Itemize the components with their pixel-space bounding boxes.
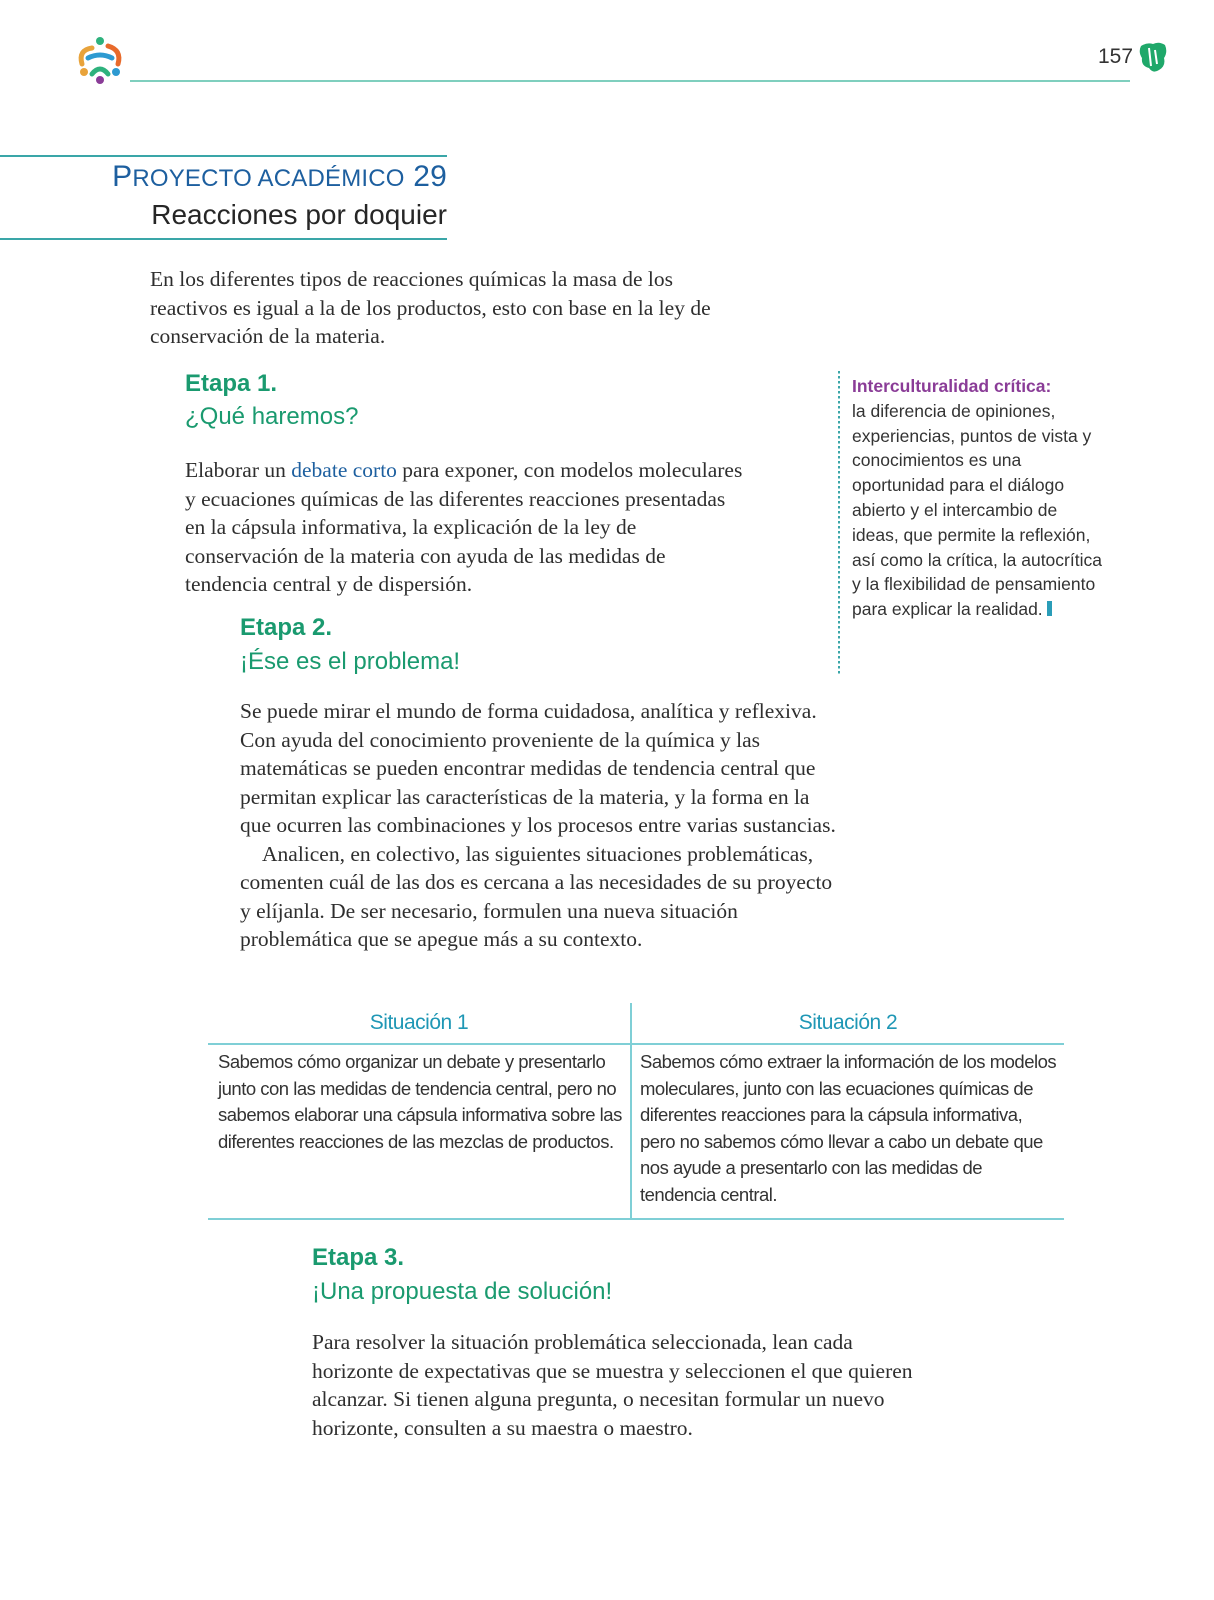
situation-1-header: Situación 1: [369, 1011, 469, 1034]
stage1-paragraph: Elaborar un debate corto para exponer, con modelos moleculares y ecuaciones químicas de las diferentes reacciones presentadas en la cápsula informativa, la explicación de la ley de conservación de la materia con ayuda de las medidas de tendencia central y de dispersión.: [185, 458, 743, 596]
situations-table: [208, 1003, 1064, 1220]
project-subtitle: Reacciones por doquier: [151, 199, 447, 230]
stage2-subtitle: ¡Ése es el problema!: [240, 648, 461, 675]
end-marker-icon: [1047, 601, 1052, 616]
green-leaf-icon: [1137, 40, 1169, 74]
stage2-paragraph-1: Se puede mirar el mundo de forma cuidadosa, analítica y reflexiva. Con ayuda del conocimiento proveniente de la química y las matemáticas se pueden encontrar medidas de tendencia central que permitan explicar las características de la materia, y la forma en la que ocurren las combinaciones y los procesos entre varias sustancias.: [240, 699, 836, 837]
intro-paragraph: En los diferentes tipos de reacciones químicas la masa de los reactivos es igual a la de los productos, esto con base en la ley de conservación de la materia.: [150, 267, 711, 348]
title-rule-bottom: [0, 238, 447, 240]
sidebar-dotted-rule: [838, 371, 840, 676]
stage3-subtitle: ¡Una propuesta de solución!: [312, 1278, 613, 1305]
project-title: PROYECTO ACADÉMICO 29: [112, 160, 447, 193]
sidebar-heading: Interculturalidad crítica:: [852, 376, 1052, 396]
title-rule-top: [0, 155, 447, 157]
table-header-rule: [208, 1043, 1064, 1045]
table-divider-vertical: [630, 1003, 632, 1220]
stage2-body: [240, 697, 840, 954]
page-number: 157: [1098, 45, 1134, 68]
stage3-paragraph: Para resolver la situación problemática seleccionada, lean cada horizonte de expectativas que se muestra y seleccionen el que quieren alcanzar. Si tienen alguna pregunta, o necesitan formular un nuevo horizonte, consulten a su maestra o maestro.: [312, 1330, 913, 1440]
header-rule: [130, 80, 1130, 82]
people-circle-logo-icon: [72, 34, 128, 84]
sidebar-note: [852, 374, 1102, 622]
stage1-title: Etapa 1.: [185, 370, 278, 397]
stage3-title: Etapa 3.: [312, 1244, 405, 1271]
situation-1-cell: Sabemos cómo organizar un debate y presentarlo junto con las medidas de tendencia central, pero no sabemos elaborar una cápsula informativa sobre las diferentes reacciones de las mezclas de productos.: [218, 1051, 622, 1152]
debate-corto-link[interactable]: debate corto: [291, 458, 397, 482]
stage2-title: Etapa 2.: [240, 614, 333, 641]
stage1-subtitle: ¿Qué haremos?: [185, 403, 359, 430]
sidebar-body: la diferencia de opiniones, experiencias, puntos de vista y conocimientos es una oportunidad para el diálogo abierto y el intercambio de ideas, que permite la reflexión, así como la crítica, la autocrítica y la flexibilidad de pensamiento para explicar la realidad.: [852, 400, 1102, 620]
situation-2-cell: Sabemos cómo extraer la información de los modelos moleculares, junto con las ecuaciones químicas de diferentes reacciones para la cápsula informativa, pero no sabemos cómo llevar a cabo un debate que nos ayude a presentarlo con las medidas de tendencia central.: [640, 1051, 1057, 1205]
stage2-paragraph-2: Analicen, en colectivo, las siguientes situaciones problemáticas, comenten cuál de las dos es cercana a las necesidades de su proyecto y elíjanla. De ser necesario, formulen una nueva situación problemática que se apegue más a su contexto.: [240, 841, 833, 951]
situation-2-header: Situación 2: [798, 1011, 898, 1034]
table-bottom-rule: [208, 1218, 1064, 1220]
